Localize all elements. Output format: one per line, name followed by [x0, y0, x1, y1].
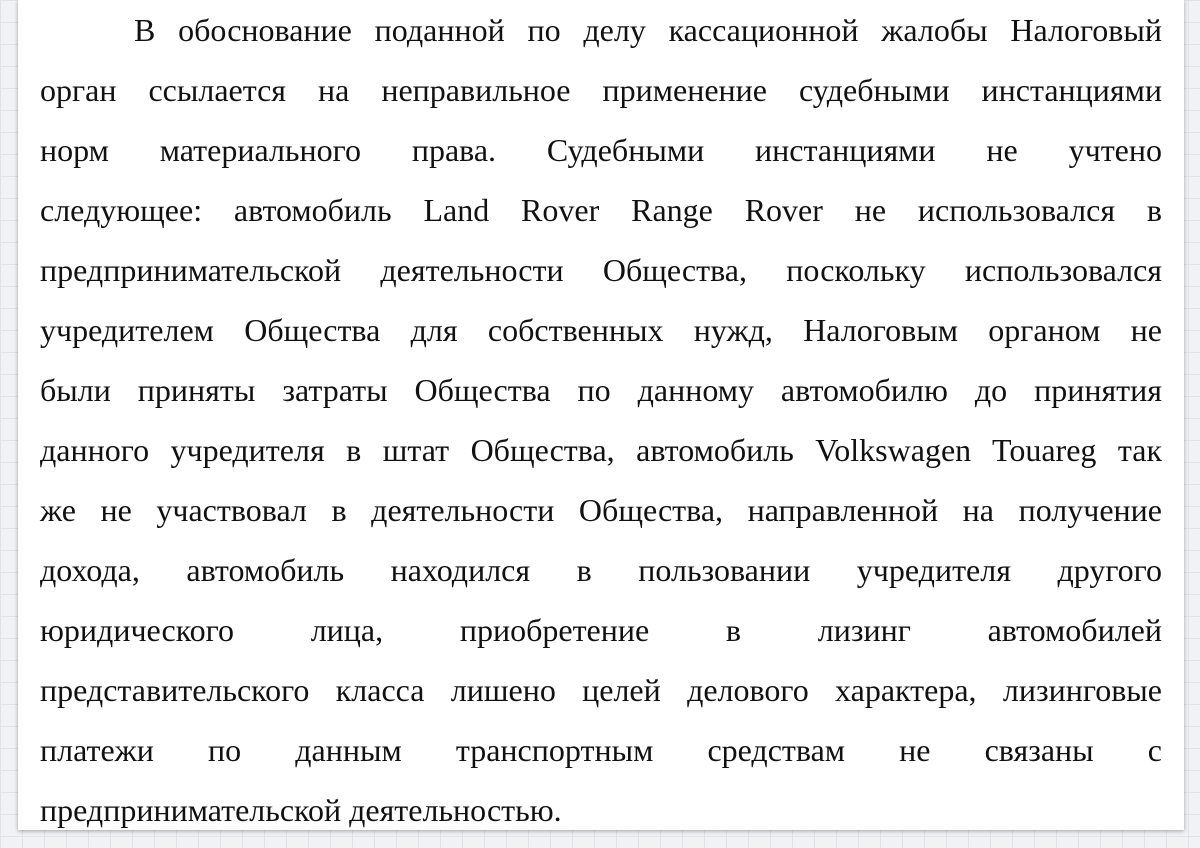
text-line: норм материального права. Судебными инстанциями не учтено [40, 132, 1162, 168]
text-line: следующее: автомобиль Land Rover Range Rover не использовался в [40, 192, 1162, 228]
text-line: предпринимательской деятельности Общества, поскольку использовался [40, 252, 1162, 288]
text-line: предпринимательской деятельностью. [40, 792, 562, 828]
text-line: юридического лица, приобретение в лизинг автомобилей [40, 612, 1162, 648]
text-line: данного учредителя в штат Общества, автомобиль Volkswagen Touareg так [40, 432, 1162, 468]
text-line: представительского класса лишено целей делового характера, лизинговые [40, 672, 1162, 708]
text-line: же не участвовал в деятельности Общества, направленной на получение [40, 492, 1162, 528]
document-page [18, 0, 1184, 830]
text-line: орган ссылается на неправильное применение судебными инстанциями [40, 72, 1162, 108]
text-line: дохода, автомобиль находился в пользовании учредителя другого [40, 552, 1162, 588]
text-line: платежи по данным транспортным средствам не связаны с [40, 732, 1162, 768]
text-line: были приняты затраты Общества по данному автомобилю до принятия [40, 372, 1162, 408]
text-line: В обоснование поданной по делу кассационной жалобы Налоговый [134, 12, 1162, 48]
paragraph [40, 7, 1162, 847]
text-line: учредителем Общества для собственных нужд, Налоговым органом не [40, 312, 1162, 348]
